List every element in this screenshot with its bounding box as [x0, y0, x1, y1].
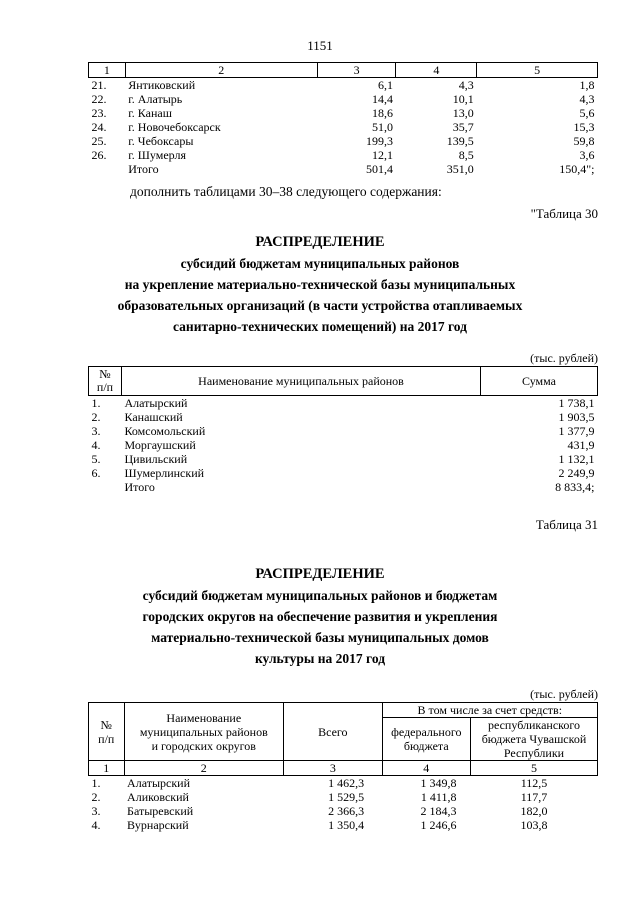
page-number: 1151	[307, 38, 333, 53]
total-row	[89, 480, 598, 494]
table-row	[89, 396, 598, 411]
row-number: 26.	[91, 148, 107, 162]
table-row	[89, 438, 598, 452]
row-total: 1 462,3	[328, 776, 365, 790]
table-row	[89, 790, 598, 804]
row-total: 2 366,3	[328, 804, 365, 818]
row-value: 5,6	[579, 106, 595, 120]
row-value: 14,4	[371, 92, 393, 106]
row-rep: 182,0	[520, 804, 548, 818]
row-value: 4,3	[458, 78, 474, 92]
table31-title: РАСПРЕДЕЛЕНИЕ	[255, 566, 385, 582]
table30-label: "Таблица 30	[530, 206, 598, 221]
col-rep-line: республиканского	[487, 718, 580, 732]
table-row	[89, 92, 598, 106]
row-name: г. Новочебоксарск	[128, 120, 221, 134]
row-name: Вурнарский	[127, 818, 189, 832]
col-fed-line: бюджета	[403, 739, 449, 753]
row-value: 12,1	[371, 148, 393, 162]
row-sum: 431,9	[567, 438, 595, 452]
row-fed: 1 349,8	[420, 776, 457, 790]
table31-subtitle-line: субсидий бюджетам муниципальных районов и бюджетам	[142, 588, 498, 603]
header-cell: 1	[89, 63, 126, 78]
row-number: 2.	[91, 790, 101, 804]
row-fed: 1 411,8	[420, 790, 457, 804]
col-num-header	[89, 703, 125, 761]
row-fed: 2 184,3	[420, 804, 457, 818]
numbering-cell: 5	[470, 761, 597, 776]
row-total: 1 529,5	[328, 790, 365, 804]
row-name: Итого	[128, 162, 159, 176]
col-num-line: №	[99, 367, 111, 381]
row-value: 4,3	[579, 92, 595, 106]
col-name-header	[124, 703, 284, 761]
row-name: г. Чебоксары	[128, 134, 194, 148]
table30-title: РАСПРЕДЕЛЕНИЕ	[255, 234, 385, 250]
row-value: 10,1	[452, 92, 474, 106]
header-cell: 2	[125, 63, 317, 78]
row-sum: 2 249,9	[558, 466, 595, 480]
row-number: 25.	[91, 134, 107, 148]
row-value: 6,1	[377, 78, 393, 92]
row-value: 199,3	[365, 134, 393, 148]
table31-subtitle-line: городских округов на обеспечение развития и укрепления	[142, 609, 498, 624]
row-value: 18,6	[371, 106, 393, 120]
table-row	[89, 466, 598, 480]
row-number	[89, 162, 126, 176]
col-total-header: Всего	[284, 703, 383, 761]
row-number: 2.	[91, 410, 101, 424]
row-number: 1.	[91, 776, 101, 790]
numbering-cell: 2	[124, 761, 284, 776]
col-name-line: муниципальных районов	[139, 724, 268, 739]
header-cell: 3	[317, 63, 396, 78]
row-name: Цивильский	[124, 452, 188, 466]
table-row	[89, 106, 598, 120]
row-rep: 103,8	[520, 818, 548, 832]
row-number: 4.	[91, 818, 101, 832]
table-row	[89, 134, 598, 148]
table-row	[89, 776, 598, 791]
table-row	[89, 804, 598, 818]
col-num-header	[89, 367, 122, 396]
total-row	[89, 162, 598, 176]
row-number: 22.	[91, 92, 107, 106]
table31-numbering-row	[89, 761, 598, 776]
table-row	[89, 818, 598, 832]
col-incl-header: В том числе за счет средств:	[382, 703, 597, 718]
row-name: Канашский	[124, 410, 183, 424]
col-rep-line: бюджета Чувашской	[481, 732, 587, 746]
col-num-line: №	[100, 717, 112, 732]
row-number: 3.	[91, 424, 101, 438]
row-value: 13,0	[452, 106, 474, 120]
row-rep: 112,5	[520, 776, 548, 790]
row-value: 1,8	[579, 78, 595, 92]
table-row	[89, 148, 598, 162]
row-name: Алатырский	[127, 776, 191, 790]
row-value: 8,5	[458, 148, 474, 162]
table31	[88, 702, 598, 832]
header-cell: 4	[396, 63, 477, 78]
top-table	[88, 62, 598, 176]
row-value: 3,6	[579, 148, 595, 162]
row-name: Батыревский	[127, 804, 194, 818]
row-name: Янтиковский	[128, 78, 196, 92]
col-num-line: п/п	[96, 380, 114, 394]
col-fed-header	[382, 718, 470, 761]
row-name: Моргаушский	[124, 438, 196, 452]
row-name: Итого	[124, 480, 155, 494]
col-fed-line: федерального	[391, 725, 462, 739]
col-num-line: п/п	[98, 731, 115, 746]
row-value: 150,4";	[559, 162, 595, 176]
row-value: 59,8	[573, 134, 595, 148]
row-total: 1 350,4	[328, 818, 365, 832]
numbering-cell: 3	[284, 761, 383, 776]
row-name: Алатырский	[124, 396, 188, 410]
table31-heading	[0, 564, 640, 669]
table30-subtitle-line: на укрепление материально-технической базы муниципальных	[124, 277, 516, 292]
table-row	[89, 120, 598, 134]
row-rep: 117,7	[520, 790, 548, 804]
row-name: г. Канаш	[128, 106, 172, 120]
table31-subtitle-line: материально-технической базы муниципальных домов	[151, 630, 489, 645]
table30-subtitle-line: санитарно-технических помещений) на 2017 год	[173, 319, 467, 334]
col-name-line: Наименование	[166, 710, 242, 725]
table30-units: (тыс. рублей)	[530, 351, 598, 365]
row-name: г. Алатырь	[128, 92, 183, 106]
col-rep-header	[470, 718, 597, 761]
row-number: 1.	[91, 396, 101, 410]
table31-units: (тыс. рублей)	[530, 687, 598, 701]
col-name-line: и городских округов	[151, 738, 256, 753]
row-name: г. Шумерля	[128, 148, 187, 162]
row-value: 501,4	[365, 162, 393, 176]
row-value: 351,0	[446, 162, 474, 176]
table30-header	[89, 367, 598, 396]
row-sum: 8 833,4;	[555, 480, 595, 494]
row-sum: 1 738,1	[558, 396, 595, 410]
row-sum: 1 903,5	[558, 410, 595, 424]
row-number	[89, 480, 122, 494]
row-value: 51,0	[371, 120, 393, 134]
table-row	[89, 78, 598, 93]
row-fed: 1 246,6	[420, 818, 457, 832]
row-value: 35,7	[452, 120, 474, 134]
row-number: 4.	[91, 438, 101, 452]
row-number: 23.	[91, 106, 107, 120]
row-number: 21.	[91, 78, 107, 92]
top-table-header	[89, 63, 598, 78]
table30	[88, 366, 598, 494]
row-name: Шумерлинский	[124, 466, 205, 480]
row-name: Аликовский	[127, 790, 189, 804]
table31-header-row-1	[89, 703, 598, 718]
table30-heading	[0, 232, 640, 337]
col-name-header: Наименование муниципальных районов	[122, 367, 481, 396]
row-value: 15,3	[573, 120, 595, 134]
row-number: 6.	[91, 466, 101, 480]
numbering-cell: 1	[89, 761, 125, 776]
table-row	[89, 410, 598, 424]
table30-subtitle-line: субсидий бюджетам муниципальных районов	[180, 256, 460, 271]
table-row	[89, 452, 598, 466]
table31-label: Таблица 31	[535, 517, 598, 532]
table31-subtitle-line: культуры на 2017 год	[254, 651, 386, 666]
row-value: 139,5	[446, 134, 474, 148]
col-sum-header: Сумма	[481, 367, 598, 396]
row-number: 3.	[91, 804, 101, 818]
row-number: 5.	[91, 452, 101, 466]
intro-text: дополнить таблицами 30–38 следующего содержания:	[130, 184, 442, 199]
col-rep-line: Республики	[503, 746, 565, 760]
row-number: 24.	[91, 120, 107, 134]
header-cell: 5	[477, 63, 598, 78]
table30-subtitle-line: образовательных организаций (в части устройства отапливаемых	[117, 298, 523, 313]
numbering-cell: 4	[382, 761, 470, 776]
table-row	[89, 424, 598, 438]
row-sum: 1 132,1	[558, 452, 595, 466]
row-sum: 1 377,9	[558, 424, 595, 438]
row-name: Комсомольский	[124, 424, 206, 438]
